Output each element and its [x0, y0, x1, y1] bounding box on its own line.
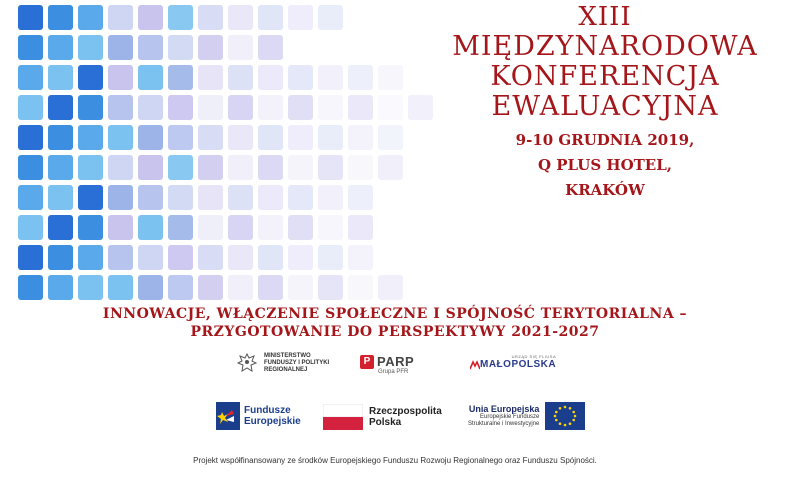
- parp-logo: [360, 354, 414, 375]
- subtitle-line-2: PRZYGOTOWANIE DO PERSPEKTYWY 2021-2027: [190, 324, 600, 340]
- mosaic-tile: [198, 5, 223, 30]
- mosaic-tile: [78, 5, 103, 30]
- mosaic-tile: [228, 35, 253, 60]
- malopolska-logo: [470, 354, 556, 370]
- mosaic-tile: [348, 155, 373, 180]
- mosaic-tile: [138, 275, 163, 300]
- mosaic-tile: [138, 125, 163, 150]
- mosaic-tile: [348, 65, 373, 90]
- mosaic-tile: [228, 65, 253, 90]
- mosaic-tile: [258, 155, 283, 180]
- mosaic-tile: [258, 185, 283, 210]
- mosaic-tile: [18, 35, 43, 60]
- mosaic-tile: [258, 95, 283, 120]
- mosaic-tile: [78, 245, 103, 270]
- mosaic-tile: [48, 275, 73, 300]
- parp-mark-icon: P: [360, 355, 374, 369]
- conference-title-block: [425, 2, 785, 203]
- event-venue: Q PLUS HOTEL,: [537, 156, 673, 174]
- mosaic-tile: [18, 275, 43, 300]
- mosaic-tile: [378, 275, 403, 300]
- malopolska-small-text: URZĄD SIĘ FLIUSA: [511, 354, 557, 359]
- mosaic-tile: [108, 185, 133, 210]
- mosaic-tile: [138, 95, 163, 120]
- mosaic-tile: [378, 65, 403, 90]
- mosaic-tile: [198, 125, 223, 150]
- mosaic-tile: [78, 185, 103, 210]
- mosaic-tile: [228, 155, 253, 180]
- mosaic-tile: [168, 155, 193, 180]
- parp-group: Grupa PFR: [378, 369, 409, 375]
- event-dates: 9-10 GRUDNIA 2019,: [515, 131, 695, 149]
- mosaic-tile: [138, 35, 163, 60]
- mosaic-tile: [108, 275, 133, 300]
- ministry-name: MINISTERSTWO FUNDUSZY I POLITYKI REGIONALNEJ: [264, 352, 330, 373]
- mosaic-tile: [318, 245, 343, 270]
- mosaic-tile: [318, 125, 343, 150]
- mosaic-tile: [108, 65, 133, 90]
- mosaic-tile: [348, 215, 373, 240]
- mosaic-tile: [258, 275, 283, 300]
- polish-flag-icon: [323, 404, 363, 430]
- event-city: KRAKÓW: [565, 181, 645, 199]
- mosaic-tile: [78, 215, 103, 240]
- mosaic-tile: [18, 5, 43, 30]
- mosaic-tile: [48, 215, 73, 240]
- title-line-international: MIĘDZYNARODOWA: [452, 31, 758, 62]
- mosaic-tile: [138, 5, 163, 30]
- mosaic-tile: [138, 215, 163, 240]
- mosaic-tile: [18, 125, 43, 150]
- mosaic-tile: [138, 185, 163, 210]
- mosaic-tile: [78, 155, 103, 180]
- mosaic-tile: [378, 125, 403, 150]
- mosaic-tile: [168, 65, 193, 90]
- mosaic-tile: [48, 65, 73, 90]
- mosaic-tile: [108, 155, 133, 180]
- mosaic-tile: [78, 35, 103, 60]
- mosaic-tile: [288, 5, 313, 30]
- eu-text: Unia Europejska Europejskie Fundusze Strukturalne i Inwestycyjne: [468, 404, 540, 427]
- mosaic-tile: [198, 95, 223, 120]
- mosaic-tile: [108, 245, 133, 270]
- mosaic-tile: [348, 275, 373, 300]
- mosaic-tile: [348, 125, 373, 150]
- mosaic-tile: [288, 245, 313, 270]
- mosaic-tile: [168, 245, 193, 270]
- mosaic-tile: [138, 245, 163, 270]
- mosaic-tile: [168, 5, 193, 30]
- mosaic-tile: [168, 35, 193, 60]
- rp-logo: [323, 404, 442, 430]
- mosaic-tile: [108, 5, 133, 30]
- mosaic-tile: [138, 155, 163, 180]
- mosaic-tile: [228, 95, 253, 120]
- mosaic-tile: [48, 35, 73, 60]
- mosaic-tile: [288, 275, 313, 300]
- mosaic-tile: [318, 185, 343, 210]
- mosaic-tile: [288, 125, 313, 150]
- mosaic-tile: [318, 65, 343, 90]
- mosaic-tile: [228, 125, 253, 150]
- mosaic-tile: [78, 125, 103, 150]
- eu-flag-icon: [545, 402, 585, 430]
- european-funds-text: Fundusze Europejskie: [244, 405, 301, 427]
- mosaic-tile: [78, 275, 103, 300]
- mosaic-tile: [228, 5, 253, 30]
- mosaic-tile: [258, 65, 283, 90]
- title-line-conference: KONFERENCJA: [490, 61, 720, 92]
- mosaic-tile: [318, 95, 343, 120]
- subtitle-line-1: INNOWACJE, WŁĄCZENIE SPOŁECZNE I SPÓJNOŚĆ TERYTORIALNA –: [102, 306, 688, 322]
- mosaic-tile: [138, 65, 163, 90]
- event-details: [425, 128, 785, 203]
- mosaic-tile: [18, 65, 43, 90]
- european-funds-logo: [216, 402, 301, 430]
- mosaic-tile: [48, 125, 73, 150]
- mosaic-tile: [108, 35, 133, 60]
- mosaic-tile: [288, 65, 313, 90]
- malopolska-name: MAŁOPOLSKA: [480, 359, 557, 370]
- mosaic-tile: [348, 95, 373, 120]
- mosaic-tile: [348, 245, 373, 270]
- mosaic-tile: [198, 35, 223, 60]
- mosaic-tile: [258, 5, 283, 30]
- ministry-logo: [236, 352, 329, 374]
- mosaic-tile: [18, 95, 43, 120]
- cofinancing-footer: Projekt współfinansowany ze środków Europejskiego Funduszu Rozwoju Regionalnego oraz Funduszu Spójności.: [193, 456, 597, 465]
- mosaic-tile: [48, 95, 73, 120]
- mosaic-tile: [318, 5, 343, 30]
- mosaic-tile: [78, 65, 103, 90]
- mosaic-tile: [168, 95, 193, 120]
- mosaic-tile: [48, 5, 73, 30]
- mosaic-tile: [288, 215, 313, 240]
- malopolska-mark-icon: [470, 360, 480, 370]
- mosaic-tile: [198, 275, 223, 300]
- mosaic-tile: [258, 245, 283, 270]
- mosaic-tile: [18, 245, 43, 270]
- mosaic-tile: [108, 125, 133, 150]
- european-funds-star-icon: [216, 402, 240, 430]
- mosaic-tile: [48, 185, 73, 210]
- mosaic-tile: [228, 245, 253, 270]
- eagle-emblem-icon: [236, 352, 258, 374]
- mosaic-tile: [168, 125, 193, 150]
- mosaic-tile: [48, 245, 73, 270]
- mosaic-tile: [198, 215, 223, 240]
- mosaic-tile: [258, 125, 283, 150]
- mosaic-tile: [228, 185, 253, 210]
- title-line-evaluation: EWALUACYJNA: [491, 91, 719, 122]
- mosaic-tile: [348, 185, 373, 210]
- mosaic-tile: [198, 65, 223, 90]
- mosaic-tile: [78, 95, 103, 120]
- mosaic-tile: [318, 155, 343, 180]
- mosaic-tile: [108, 95, 133, 120]
- mosaic-tile: [318, 275, 343, 300]
- mosaic-tile: [168, 275, 193, 300]
- mosaic-tile: [168, 185, 193, 210]
- mosaic-tile: [258, 215, 283, 240]
- mosaic-tile: [168, 215, 193, 240]
- mosaic-tile: [228, 275, 253, 300]
- mosaic-tile: [108, 215, 133, 240]
- mosaic-tile: [18, 185, 43, 210]
- mosaic-tile: [378, 155, 403, 180]
- mosaic-tile: [198, 155, 223, 180]
- mosaic-tile: [258, 35, 283, 60]
- title-edition: XIII: [578, 2, 632, 32]
- mosaic-tile: [318, 215, 343, 240]
- mosaic-tile: [378, 95, 403, 120]
- mosaic-tile: [48, 155, 73, 180]
- mosaic-tile: [18, 215, 43, 240]
- mosaic-tile: [198, 185, 223, 210]
- decorative-tile-mosaic: [0, 0, 460, 310]
- mosaic-tile: [288, 95, 313, 120]
- conference-subtitle: [0, 305, 790, 341]
- mosaic-tile: [18, 155, 43, 180]
- mosaic-tile: [288, 185, 313, 210]
- parp-name: PARP: [377, 354, 415, 369]
- eu-logo: [468, 402, 585, 430]
- mosaic-tile: [228, 215, 253, 240]
- rp-text: Rzeczpospolita Polska: [369, 406, 442, 428]
- mosaic-tile: [198, 245, 223, 270]
- mosaic-tile: [288, 155, 313, 180]
